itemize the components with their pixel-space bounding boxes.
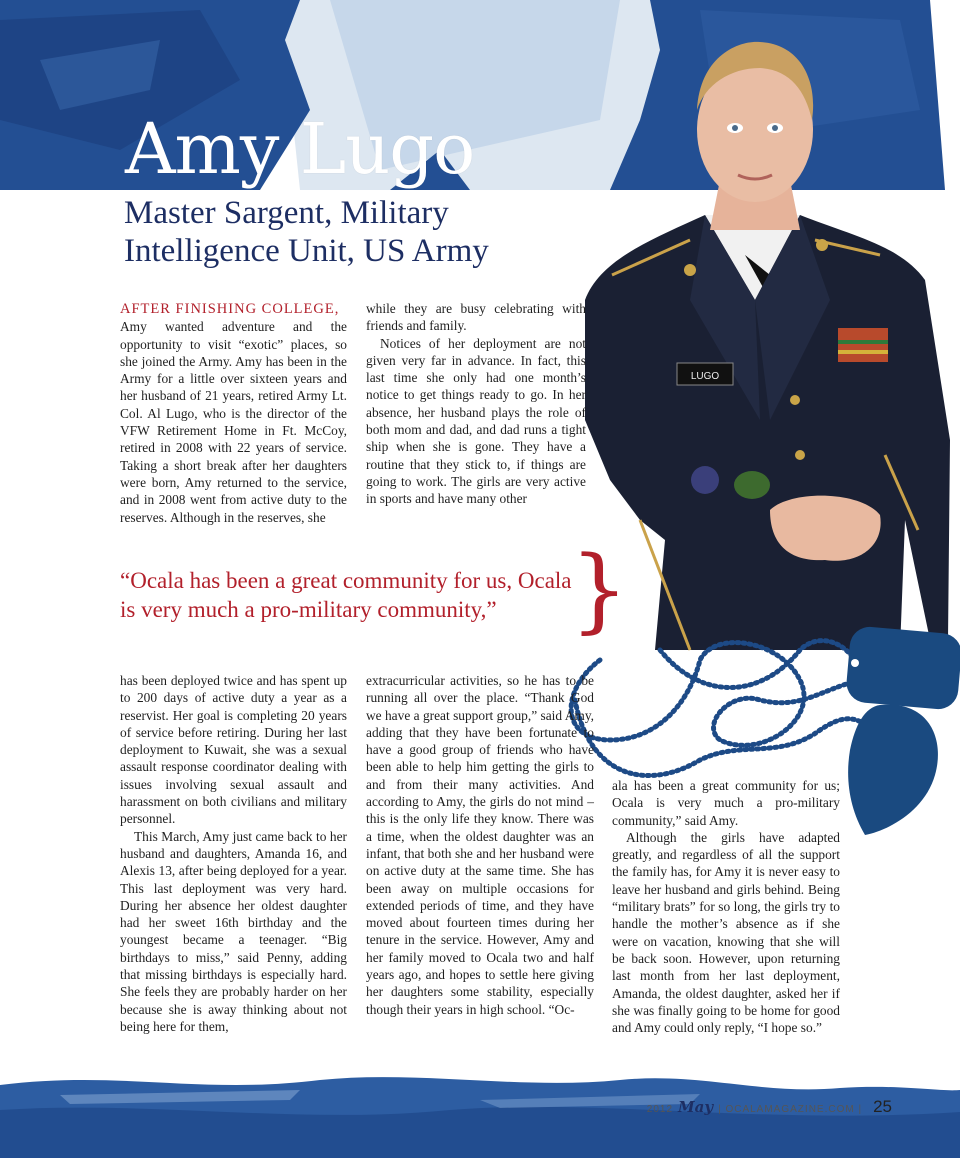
footer-site: | OCALAMAGAZINE.COM | xyxy=(718,1104,863,1115)
lead-in: AFTER FINISHING COLLEGE, xyxy=(120,301,340,317)
page-number: 25 xyxy=(873,1097,892,1116)
name-tag-text: LUGO xyxy=(690,371,720,382)
paragraph: while they are busy celebrating with friends and family. xyxy=(366,301,586,334)
paragraph: Although the girls have adapted greatly, and regardless of all the support the family has, for Amy it is never easy to leave her husband and girls behind. Being “military brats” for so long, the girls try to handle the mother’s absence as if she were on vacation, knowing that she will be back soon. However, upon returning last month from her last deployment, Amanda, the oldest daughter, asked her if she was finally going to be home for good and Amy could only reply, “I hope so.” xyxy=(612,829,840,1036)
paragraph: This March, Amy just came back to her husband and daughters, Amanda 16, and Alexis 13, after being deployed for a year. This last deployment was very hard. During her absence her oldest daughter had her sweet 16th birthday and the youngest became a teenager. “Big birthdays to miss,” said Penny, adding that missing birthdays is especially hard. She feels they are probably harder on her because she is away thinking about not being here for them, xyxy=(120,828,347,1034)
paragraph: Amy wanted adventure and the opportunity to visit “exotic” places, so she joined the Army. Amy has been in the Army for a little over sixteen years and her husband of 21 years, retired Army Lt. Col. Al Lugo, who is the director of the VFW Retirement Home in Ft. McCoy, retired in 2008 with 22 years of service. Taking a short break after her daughters were born, Amy returned to the service, and in 2008 went from active duty to the reserves. Although in the reserves, she xyxy=(120,319,347,525)
footer-year: 2012 xyxy=(646,1104,674,1115)
article-column-1 xyxy=(120,300,347,526)
page-title: Amy Lugo xyxy=(125,108,475,190)
article-column-2 xyxy=(366,300,586,508)
paragraph: extracurricular activities, so he has to be running all over the place. “Thank God we have a great support group,” said Amy, adding that they have been fortunate to have a good group of friends who have been able to help him getting the girls to and from their many activities. And according to Amy, the girls do not mind – this is the only life they know. There was a time, when the oldest daughter was an infant, that both she and her husband were on active duty at the same time. She has been away on multiple occasions for extended periods of time, and they have moved about fourteen times during her tenure in the service. However, Amy and her family moved to Ocala two and half years ago, and hopes to settle here giving her daughters some stability, especially though their years in high school. “Oc- xyxy=(366,673,594,1017)
footer-month: May xyxy=(678,1098,714,1116)
page-footer xyxy=(647,1097,892,1117)
pull-quote: “Ocala has been a great community for us, Ocala is very much a pro-military community,” xyxy=(120,568,572,622)
paragraph: ala has been a great community for us; Ocala is very much a pro-military community,” said Amy. xyxy=(612,778,840,828)
page-subtitle: Master Sargent, Military Intelligence Unit, US Army xyxy=(124,195,489,269)
brace-icon: } xyxy=(570,536,629,643)
paragraph: has been deployed twice and has spent up to 200 days of active duty a year as a reservist. Her goal is completing 20 years of service before retiring. During her last deployment to Kuwait, she was a sexual assault response coordinator dealing with issues involving sexual assault and harassment on both civilians and military personnel. xyxy=(120,673,347,827)
paragraph: Notices of her deployment are not given very far in advance. In fact, this last time she only had one month’s notice to get things ready to go. In her absence, her husband plays the role of both mom and dad, and dad runs a tight ship when she is gone. They have a routine that they stick to, if things are going to work. The girls are very active in sports and have many other xyxy=(366,335,586,507)
article-column-5 xyxy=(612,777,840,1036)
article-column-4 xyxy=(366,672,594,1018)
article-column-3 xyxy=(120,672,347,1035)
